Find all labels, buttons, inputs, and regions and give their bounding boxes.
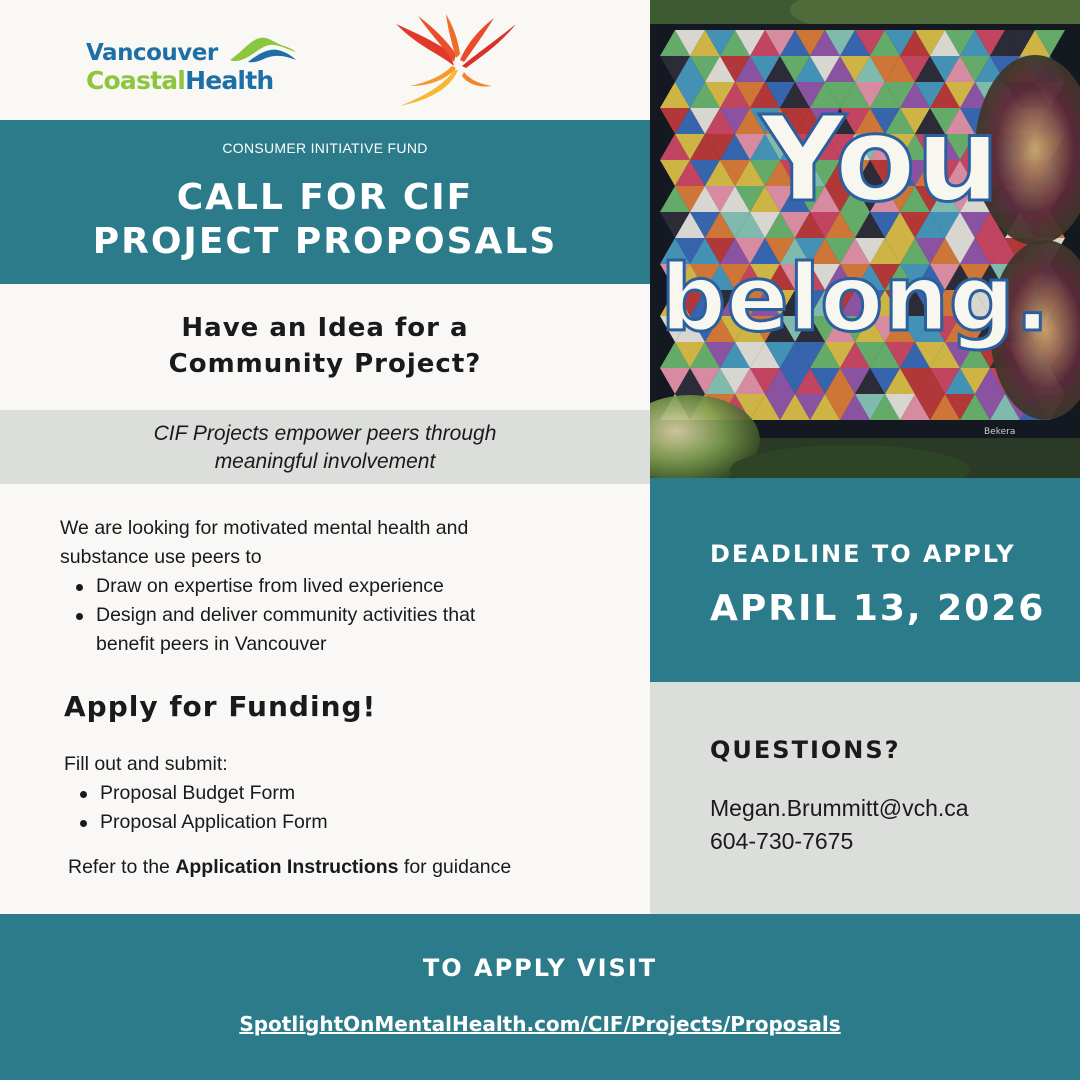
you-belong-sign-image	[650, 0, 1080, 478]
you-belong-photo	[650, 0, 1080, 478]
logo-word-coastal: Coastal	[86, 66, 186, 95]
description-line-1: We are looking for motivated mental health and	[60, 517, 469, 539]
apply-block	[64, 750, 584, 882]
tagline	[0, 420, 650, 476]
apply-visit-label: TO APPLY VISIT	[422, 954, 658, 982]
artist-mark: Bekera	[984, 427, 1016, 437]
list-item-continuation: benefit peers in Vancouver	[96, 633, 327, 655]
sign-word-belong: belong.	[660, 245, 1050, 352]
footer-band	[0, 914, 1080, 1080]
goals-list	[75, 572, 560, 630]
title-line-1: CALL FOR CIF	[176, 177, 474, 218]
tagline-line-1: CIF Projects empower peers through	[153, 422, 497, 445]
tagline-band	[0, 410, 650, 484]
questions-label: QUESTIONS?	[710, 736, 901, 764]
logo-line-1: Vancouver	[86, 40, 218, 66]
mountain-icon	[228, 34, 298, 68]
deadline-label: DEADLINE TO APPLY	[710, 540, 1016, 568]
idea-heading	[0, 310, 650, 382]
list-item: Design and deliver community activities that	[75, 601, 560, 630]
description-block	[60, 514, 560, 659]
title-band	[0, 120, 650, 284]
vancouver-coastal-health-logo	[86, 34, 326, 98]
tagline-line-2: meaningful involvement	[214, 450, 436, 473]
contact-phone[interactable]: 604-730-7675	[710, 828, 854, 854]
description-line-2: substance use peers to	[60, 546, 262, 568]
idea-heading-line-2: Community Project?	[168, 349, 482, 379]
page-title	[0, 176, 650, 264]
forms-list	[79, 779, 584, 837]
questions-band	[650, 682, 1080, 914]
proposal-application-form-item: Proposal Application Form	[79, 808, 584, 837]
title-line-2: PROJECT PROPOSALS	[92, 221, 558, 262]
logo-word-health: Health	[185, 66, 274, 95]
apply-heading: Apply for Funding!	[64, 690, 377, 723]
sign-word-you: You	[760, 90, 1000, 228]
logo-line-2	[86, 66, 273, 95]
idea-heading-line-1: Have an Idea for a	[181, 313, 469, 343]
apply-url-link[interactable]: SpotlightOnMentalHealth.com/CIF/Projects/Proposals	[239, 1012, 841, 1036]
contact-info	[710, 792, 969, 858]
logo-area	[0, 0, 650, 120]
instructions-note	[68, 853, 584, 882]
deadline-band	[650, 478, 1080, 682]
fund-kicker: CONSUMER INITIATIVE FUND	[222, 140, 428, 156]
application-instructions-text: Application Instructions	[175, 856, 399, 878]
apply-lead: Fill out and submit:	[64, 753, 228, 775]
phoenix-logo-icon	[392, 10, 522, 110]
list-item: Draw on expertise from lived experience	[75, 572, 560, 601]
instructions-prefix: Refer to the	[68, 856, 176, 878]
contact-email[interactable]: Megan.Brummitt@vch.ca	[710, 795, 969, 821]
proposal-budget-form-item: Proposal Budget Form	[79, 779, 584, 808]
deadline-date: APRIL 13, 2026	[710, 588, 1046, 629]
instructions-suffix: for guidance	[398, 856, 512, 878]
